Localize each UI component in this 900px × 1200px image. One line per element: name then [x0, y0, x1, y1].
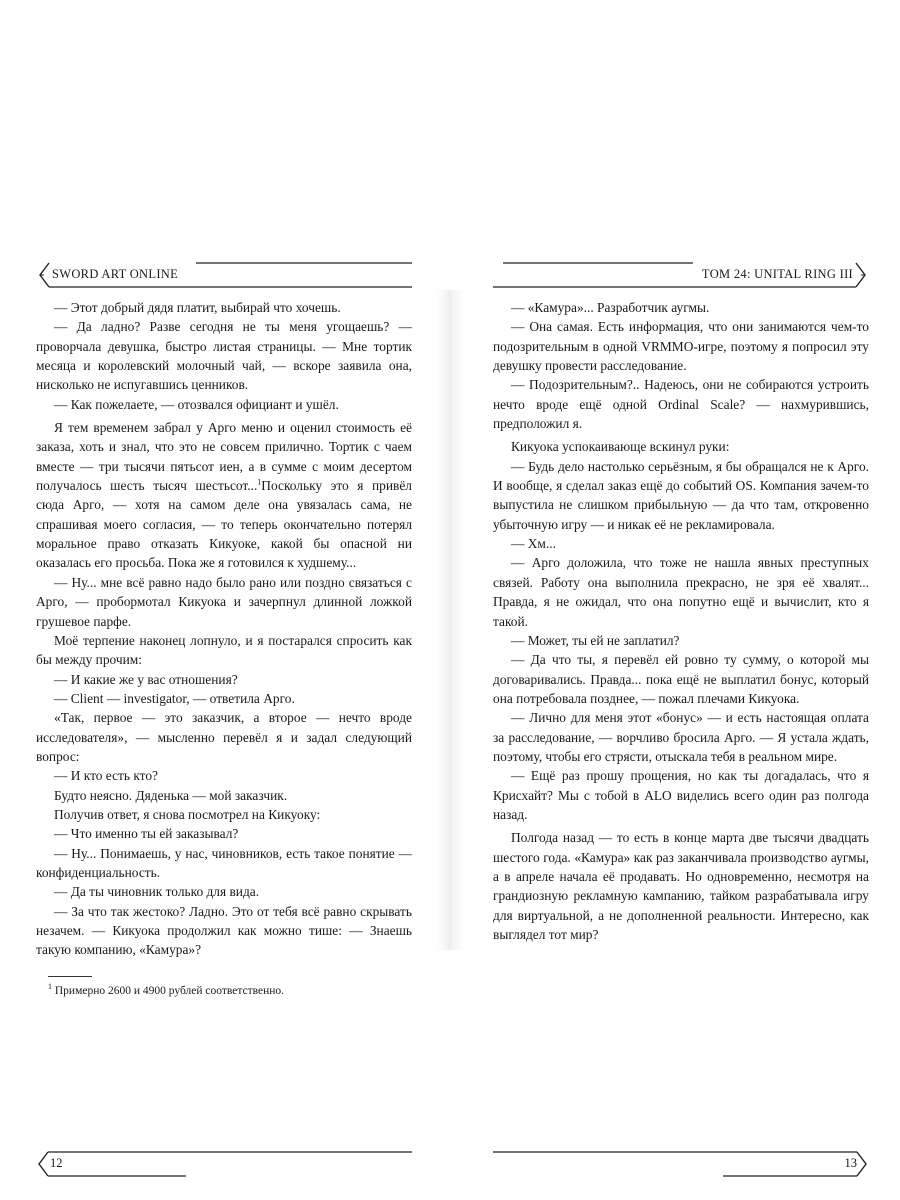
- paragraph: — Client — investigator, — ответила Арго.: [54, 690, 295, 706]
- paragraph: — Будь дело настолько серьёзным, я бы обращался не к Арго. И вообще, я сделал заказ ещё до событий OS. Компания зачем-то выпустила не слишком прибыльную — да что там, откровенно убыточную игру — и никак её не рекламировала.: [493, 458, 869, 532]
- left-page: [36, 262, 412, 1170]
- paragraph: Будто неясно. Дяденька — мой заказчик.: [54, 787, 288, 803]
- folio-ornament: [36, 1150, 412, 1178]
- footnote-rule: [48, 976, 92, 977]
- left-running-head: [36, 262, 412, 288]
- footnote: [48, 983, 412, 999]
- paragraph: — Лично для меня этот «бонус» — и есть настоящая оплата за расследование, — ворчливо бросила Арго. — Я устала ждать, поэтому, чтобы его стрясти, отыскала тебя в реальном мире.: [493, 710, 869, 764]
- paragraph: — Этот добрый дядя платит, выбирай что хочешь.: [54, 300, 341, 315]
- paragraph: Кикуока успокаивающе вскинул руки:: [511, 439, 730, 455]
- paragraph: — Да ладно? Разве сегодня не ты меня угощаешь? — проворчала девушка, быстро листая страницы. — Мне тортик месяца и королевский молочный чай, — вскоре заявила она, нисколько не испугавшись ценников.: [36, 319, 412, 393]
- footnote-text: Примерно 2600 и 4900 рублей соответственно.: [54, 984, 285, 997]
- paragraph: «Так, первое — это заказчик, а второе — нечто вроде исследователя», — мысленно перевёл я и задал следующий вопрос:: [36, 710, 412, 764]
- paragraph: Получив ответ, я снова посмотрел на Кикуоку:: [54, 806, 321, 822]
- paragraph: — Хм...: [511, 536, 556, 552]
- left-folio: [36, 1150, 412, 1178]
- paragraph: — Она самая. Есть информация, что они занимаются чем-то подозрительным в одной VRMMO-игре, поэтому я попросил эту девушку провести расследование.: [493, 319, 869, 374]
- paragraph: Полгода назад — то есть в конце марта две тысячи двадцать шестого года. «Камура» как раз заканчивала производство аугмы, а в апреле начала её продавать. Но одновременно, несмотря на грандиозную рекламную кампанию, тайком разрабатывала игру для виртуальной, а не дополненной реальности. Интересно, как выглядел тот мир?: [493, 830, 869, 942]
- book-gutter: [437, 290, 463, 950]
- folio-ornament: [493, 1150, 869, 1178]
- footnote-marker: 1: [48, 981, 52, 991]
- paragraph: — Как пожелаете, — отозвался официант и ушёл.: [54, 396, 339, 412]
- page-number: 12: [50, 1156, 63, 1170]
- paragraph: — Может, ты ей не заплатил?: [511, 632, 680, 648]
- paragraph: — Да что ты, я перевёл ей ровно ту сумму, о которой мы договаривались. Правда... пока ещё не выплатил бонус, который она потребовала позднее, — пожал плечами Кикуока.: [493, 652, 869, 706]
- right-running-head: [493, 262, 869, 288]
- running-head-title: SWORD ART ONLINE: [52, 267, 179, 281]
- running-head-title: ТОМ 24: UNITAL RING III: [701, 267, 853, 281]
- right-page-text: [493, 298, 869, 944]
- right-page: [493, 262, 869, 1170]
- paragraph: — Ну... мне всё равно надо было рано или поздно связаться с Арго, — пробормотал Кикуока и зачерпнул длинной ложкой грушевое парфе.: [36, 574, 412, 629]
- paragraph: — Что именно ты ей заказывал?: [54, 826, 239, 842]
- paragraph: — Ещё раз прошу прощения, но как ты догадалась, что я Крисхайт? Мы с тобой в ALO виделись всего один раз полгода назад.: [493, 768, 869, 822]
- footnote-reference: 1: [257, 477, 262, 487]
- paragraph: — Да ты чиновник только для вида.: [54, 884, 260, 900]
- paragraph-text: Поскольку это я привёл сюда Арго, — хотя на самом деле она увязалась сама, не спрашивая моего согласия, — то теперь окончательно потерял моральное право отказать Кикуоке, какой бы опасной ни оказалась его просьба. Пока же я готовился к худшему...: [36, 478, 412, 571]
- paragraph: — Ну... Понимаешь, у нас, чиновников, есть такое понятие — конфиденциальность.: [36, 845, 412, 880]
- paragraph: [36, 418, 412, 573]
- paragraph: — За что так жестоко? Ладно. Это от тебя всё равно скрывать незачем. — Кикуока продолжил как можно тише: — Знаешь такую компанию, «Камура»?: [36, 903, 412, 958]
- paragraph: — И какие же у вас отношения?: [54, 671, 238, 687]
- paragraph: — «Камура»... Разработчик аугмы.: [511, 300, 710, 315]
- page-number: 13: [844, 1156, 857, 1170]
- paragraph-text: Я тем временем забрал у Арго меню и оценил стоимость её заказа, хоть и знал, что это не совсем прилично. Тортик с чаем вместе — три тысячи пятьсот иен, а в сумме с моим десертом получалось шесть тысяч шестьсот...: [36, 420, 412, 494]
- paragraph: Моё терпение наконец лопнуло, и я постарался спросить как бы между прочим:: [36, 632, 412, 668]
- left-page-text: [36, 298, 412, 999]
- paragraph: — Арго доложила, что тоже не нашла явных преступных связей. Работу она выполнила прекрасно, не зря её хвалят... Правда, я не ожидал, что она попутно ещё и вычислит, кто я такой.: [493, 555, 869, 629]
- right-folio: [493, 1150, 869, 1178]
- paragraph: — И кто есть кто?: [54, 768, 158, 784]
- paragraph: — Подозрительным?.. Надеюсь, они не собираются устроить нечто вроде ещё одной Ordinal Scale? — нахмурившись, предположил я.: [493, 377, 869, 432]
